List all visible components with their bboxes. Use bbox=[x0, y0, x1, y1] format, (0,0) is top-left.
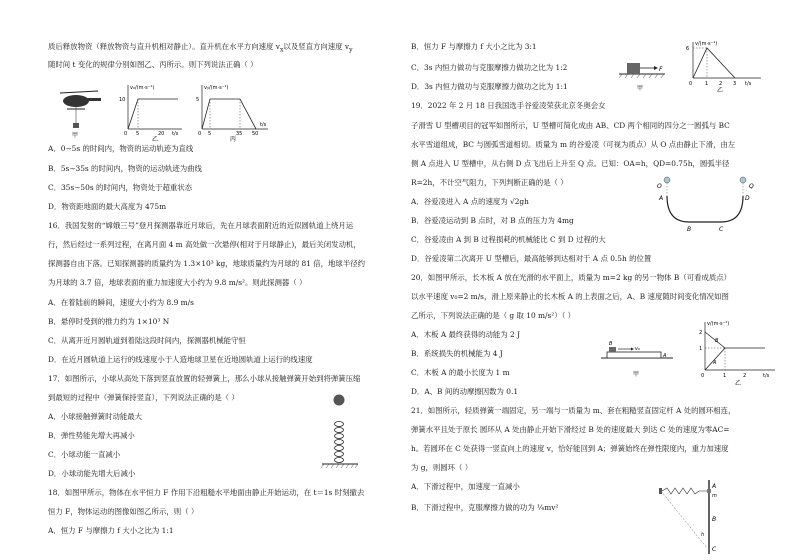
q15-stem-line2: 随时间 t 变化的规律分别如图乙、丙所示。则下列说法正确（ ） bbox=[48, 60, 258, 69]
svg-text:A: A bbox=[663, 353, 667, 359]
force-arrow-icon bbox=[654, 66, 658, 70]
helicopter-icon bbox=[60, 91, 101, 128]
svg-text:1: 1 bbox=[699, 346, 703, 352]
q15-option-a[interactable]: A．0∼5s 的时间内，物资的运动轨迹为直线 bbox=[48, 144, 194, 153]
u-track-path bbox=[667, 196, 743, 222]
q15-option-d[interactable]: D．物资距地面的最大高度为 475m bbox=[48, 202, 167, 211]
svg-text:2: 2 bbox=[719, 81, 723, 87]
svg-text:0: 0 bbox=[701, 373, 705, 379]
board-a-icon bbox=[607, 352, 661, 358]
q19-option-a[interactable]: A．谷爱凌进入 A 点的速度为 √2gh bbox=[411, 197, 529, 206]
svg-text:5: 5 bbox=[136, 131, 140, 137]
svg-text:2: 2 bbox=[743, 373, 747, 379]
q19-option-c[interactable]: C．谷爱凌由 A 到 B 过程损耗的机械能比 C 到 D 过程的大 bbox=[411, 235, 606, 244]
svg-text:vx/(m·s⁻¹): vx/(m·s⁻¹) bbox=[130, 85, 155, 91]
svg-text:B: B bbox=[712, 516, 717, 523]
q18-option-d[interactable]: D．3s 内恒力做功与克服摩擦力做功之比为 1:1 bbox=[411, 82, 568, 91]
svg-text:3: 3 bbox=[733, 81, 737, 87]
q16-stem-line2: 行，然后经过一系列过程，在离月面 4 m 高处做一次悬停(相对于月球静止)，最后关闭发动机， bbox=[48, 240, 361, 249]
q20-vt-graph bbox=[699, 321, 775, 379]
svg-text:v/(m·s⁻¹): v/(m·s⁻¹) bbox=[695, 41, 718, 47]
q16-option-c[interactable]: C．从离开近月圆轨道到着陆这段时间内，探测器机械能守恒 bbox=[48, 336, 246, 345]
q20-stem-line1: 20．如图甲所示，长木板 A 放在光滑的水平面上，质量为 m=2 kg 的另一物体 B（可看成质点） bbox=[411, 273, 732, 282]
q19-stem-line2: 子滑雪 U 型槽项目的冠军如图所示，U 型槽可简化成由 AB、CD 两个相同的四分之一圆弧与 BC bbox=[411, 121, 730, 130]
svg-text:h: h bbox=[701, 532, 705, 538]
svg-text:t/s: t/s bbox=[745, 81, 752, 87]
svg-text:35: 35 bbox=[236, 131, 243, 137]
ball-icon bbox=[334, 395, 345, 406]
q16-option-d[interactable]: D．在近月圆轨道上运行的线速度小于人造地球卫星在近地圆轨道上运行的线速度 bbox=[48, 355, 313, 364]
ground-hatching bbox=[321, 464, 358, 468]
svg-text:O: O bbox=[657, 183, 662, 190]
q20-stem-line2: 以水平速度 v₀=2 m/s，滑上原来静止的长木板 A 的上表面之后，A、B 速度随时间变化情况如图 bbox=[411, 292, 729, 301]
q17-option-b[interactable]: B．弹性势能先增大再减小 bbox=[48, 431, 135, 440]
q15-graph-vx bbox=[119, 85, 182, 137]
q17-spring-figure bbox=[316, 392, 366, 482]
svg-text:B: B bbox=[687, 226, 692, 233]
q15-option-c[interactable]: C．35s∼50s 的时间内，物资处于超重状态 bbox=[48, 183, 193, 192]
svg-text:t/s: t/s bbox=[763, 373, 770, 379]
q20-fig-yi: 乙 bbox=[735, 380, 742, 387]
q16-stem-line3: 探测器自由下落。已知探测器的质量约为 1.3×10³ kg，地球质量约为月球的 81 倍，地球半径约 bbox=[48, 259, 365, 268]
q16-stem-line1: 16．我国发射的“嫦娥三号”登月探测器靠近月球后，先在月球表面附近的近似圆轨道上绕月运 bbox=[48, 221, 354, 230]
svg-text:Q: Q bbox=[749, 183, 754, 190]
svg-text:1: 1 bbox=[723, 373, 727, 379]
q16-option-b[interactable]: B．悬停时受到的推力约为 1×10³ N bbox=[48, 317, 170, 326]
q20-option-c[interactable]: C．木板 A 的最小长度为 1 m bbox=[411, 368, 510, 377]
svg-text:0: 0 bbox=[124, 131, 128, 137]
q21-rod-spring-figure bbox=[655, 476, 725, 556]
q15-figures bbox=[54, 83, 274, 143]
q20-option-d[interactable]: D．A、B 间的动摩擦因数为 0.1 bbox=[411, 387, 519, 396]
q17-stem-line2: 到最短的过程中（弹簧保持竖直），下列说法正确的是（ ） bbox=[48, 393, 239, 402]
skier-q-icon bbox=[740, 177, 746, 183]
q15-stem-line1: 质后释放物资（释放物资与直升机相对静止）。直升机在水平方向速度 $v_x$以及竖直方向速度 $v_y$ bbox=[48, 42, 353, 54]
svg-text:5: 5 bbox=[196, 97, 200, 103]
svg-text:A: A bbox=[659, 195, 664, 202]
q16-option-a[interactable]: A．在着陆前的瞬间，速度大小约为 8.9 m/s bbox=[48, 298, 194, 307]
q15-option-b[interactable]: B．5s∼35s 的时间内，物资的运动轨迹为曲线 bbox=[48, 164, 202, 173]
svg-text:B: B bbox=[609, 341, 613, 347]
q20-figures bbox=[597, 318, 782, 388]
q17-option-c[interactable]: C．小球动能一直减小 bbox=[48, 450, 121, 459]
q18-option-a[interactable]: A．恒力 F 与摩擦力 f 大小之比为 1:1 bbox=[48, 526, 174, 535]
q17-stem-line1: 17．如图所示，小球从高处下落到竖直放置的轻弹簧上，那么小球从接触弹簧开始到将弹簧压缩 bbox=[48, 374, 361, 383]
svg-text:v₀: v₀ bbox=[635, 346, 640, 352]
svg-text:1: 1 bbox=[705, 81, 709, 87]
q15-fig-jia: 甲 bbox=[72, 132, 79, 139]
svg-text:t/s: t/s bbox=[172, 131, 179, 137]
wall-anchor-icon bbox=[659, 488, 662, 494]
q18-block-figure bbox=[619, 63, 665, 78]
q16-stem-line4: 为月球的 3.7 倍，地球表面的重力加速度大小约为 9.8 m/s²。则此探测器（ ） bbox=[48, 278, 307, 287]
q21-stem-line2: 弹簧水平且处于原长 圆环从 A 处由静止开始下滑经过 B 处的速度最大 到达 C 处的速度为零AC= bbox=[411, 425, 730, 434]
q19-stem-line5: R=2h，不计空气阻力，下列判断正确的是（ ） bbox=[411, 178, 568, 187]
q21-stem-line3: h。若圆环在 C 处获得一竖直向上的速度 v，恰好能回到 A；弹簧始终在弹性限度内，重力加速度 bbox=[411, 444, 729, 453]
svg-text:A: A bbox=[712, 483, 717, 490]
q20-stem-line3: 乙所示，下列说法正确的是（ g 取 10 m/s²）（ ） bbox=[411, 311, 576, 320]
q15-fig-bing: 丙 bbox=[230, 136, 237, 143]
svg-text:C: C bbox=[719, 226, 724, 233]
q21-option-b[interactable]: B．下滑过程中，克服摩擦力做的功为 ¼mv² bbox=[411, 503, 559, 512]
q19-stem-line1: 19．2022 年 2 月 18 日我国选手谷爱凌荣获北京冬奥会女 bbox=[411, 101, 606, 110]
spring-icon bbox=[335, 422, 344, 463]
svg-text:F: F bbox=[659, 66, 663, 73]
q21-stem-line4: 为 g，则圆环（ ） bbox=[411, 463, 473, 472]
q19-option-b[interactable]: B．谷爱凌运动到 B 点时，对 B 点的压力为 4mg bbox=[411, 216, 574, 225]
q19-option-d[interactable]: D．谷爱凌第二次离开 U 型槽后，最高能够到达相对于 A 点 0.5h 的位置 bbox=[411, 254, 652, 263]
svg-text:C: C bbox=[712, 546, 717, 553]
q21-stem-line1: 21．如图所示，轻质弹簧一端固定，另一端与一质量为 m、套在粗糙竖直固定杆 A 处的圆环相连， bbox=[411, 406, 736, 415]
spring-icon bbox=[662, 488, 707, 494]
svg-text:B: B bbox=[715, 338, 719, 344]
q18-figures bbox=[619, 38, 769, 94]
svg-text:v/(m·s⁻¹): v/(m·s⁻¹) bbox=[707, 321, 730, 327]
q19-stem-line4: 侧 A 点进入 U 型槽中，从右侧 D 点飞出后上升至 Q 点。已知：OA=h，QD=0.75h，圆弧半径 bbox=[411, 159, 730, 168]
block-b-icon bbox=[609, 347, 616, 352]
q19-stem-line3: 水平雪道组成，BC 与圆弧雪道相切。质量为 m 的谷爱凌（可视为质点）从 O 点由静止下滑，由左 bbox=[411, 140, 736, 149]
q15-graph-vy bbox=[196, 85, 268, 137]
q18-stem-line2: 恒力 F，物体运动的图像如图乙所示，则（ ） bbox=[48, 507, 199, 516]
q15-fig-yi: 乙 bbox=[152, 136, 159, 143]
q18-stem-line1: 18．如图甲所示，物体在水平恒力 F 作用下沿粗糙水平地面由静止开始运动，在 t＝1s 时刻撤去 bbox=[48, 488, 365, 497]
svg-text:D: D bbox=[745, 195, 750, 202]
q20-board-figure bbox=[601, 341, 673, 359]
svg-text:A: A bbox=[713, 360, 717, 366]
svg-text:50: 50 bbox=[252, 131, 259, 137]
svg-text:6: 6 bbox=[686, 46, 690, 52]
svg-text:5: 5 bbox=[208, 131, 212, 137]
svg-text:2: 2 bbox=[699, 330, 703, 336]
q17-option-d[interactable]: D．小球动能先增大后减小 bbox=[48, 469, 136, 478]
svg-text:t/s: t/s bbox=[260, 122, 267, 128]
q19-u-track-figure bbox=[649, 176, 759, 234]
ring-icon bbox=[707, 489, 711, 493]
q20-option-b[interactable]: B．系统损失的机械能为 4 J bbox=[411, 349, 503, 358]
svg-text:0: 0 bbox=[198, 131, 202, 137]
right-column bbox=[397, 0, 794, 560]
svg-text:m: m bbox=[712, 493, 717, 499]
svg-text:10: 10 bbox=[119, 97, 126, 103]
q17-option-a[interactable]: A．小球接触弹簧时动能最大 bbox=[48, 412, 143, 421]
q20-fig-jia: 甲 bbox=[633, 371, 640, 378]
skier-o-icon bbox=[664, 177, 670, 183]
q18-option-c[interactable]: C．3s 内恒力做功与克服摩擦力做功之比为 1:2 bbox=[411, 63, 568, 72]
q18-fig-jia: 甲 bbox=[637, 85, 644, 92]
svg-text:0: 0 bbox=[689, 81, 693, 87]
q18-vt-graph bbox=[686, 41, 761, 87]
q20-option-a[interactable]: A．木板 A 最终获得的动能为 2 J bbox=[411, 330, 521, 339]
q18-fig-yi: 乙 bbox=[717, 87, 724, 94]
q18-option-b[interactable]: B．恒力 F 与摩擦力 f 大小之比为 3:1 bbox=[411, 42, 537, 51]
q21-option-a[interactable]: A．下滑过程中，加速度一直减小 bbox=[411, 482, 520, 491]
svg-text:vy/(m·s⁻¹): vy/(m·s⁻¹) bbox=[204, 85, 229, 91]
svg-text:20: 20 bbox=[158, 131, 165, 137]
block-icon bbox=[627, 63, 640, 74]
